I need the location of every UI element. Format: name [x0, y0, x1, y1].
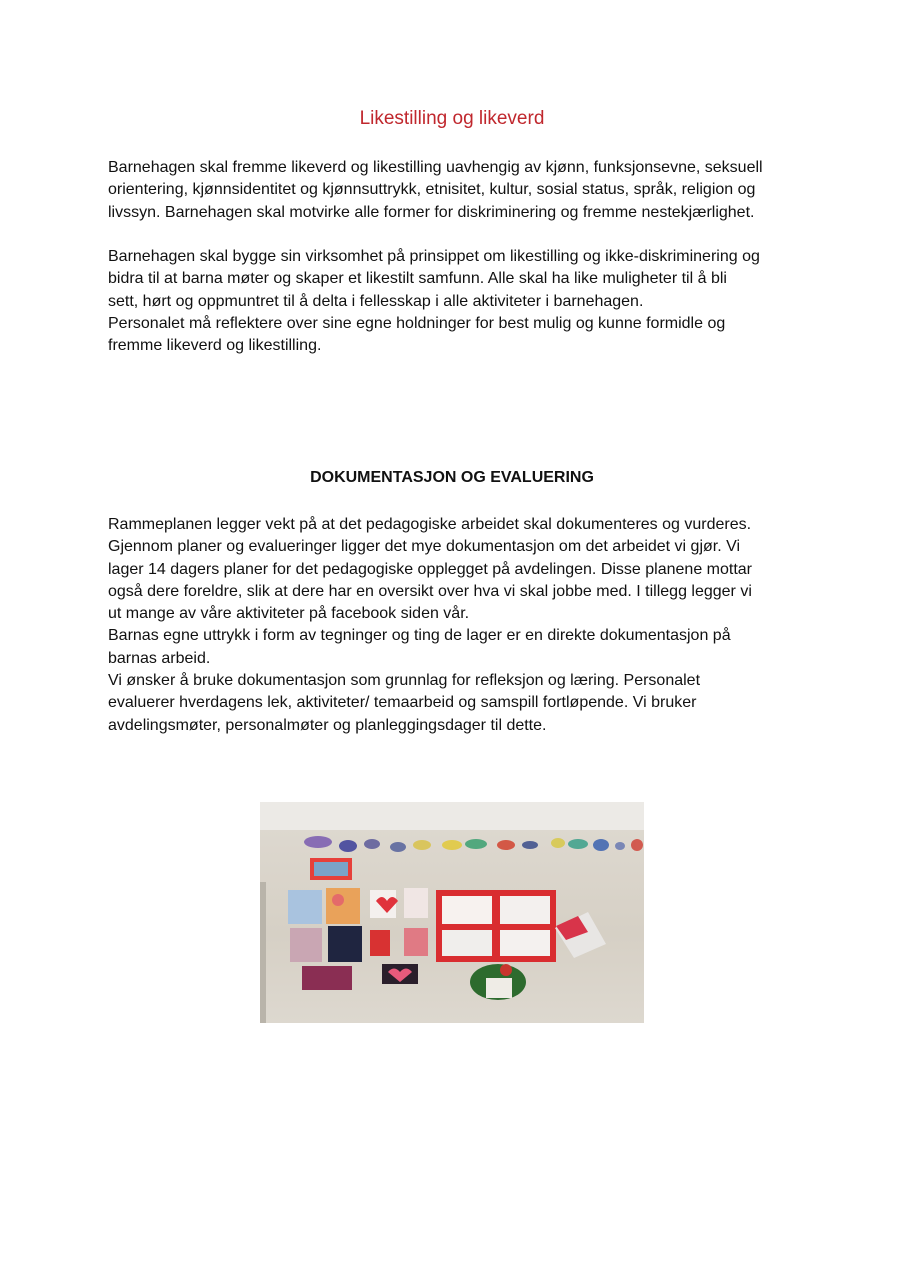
text-line: orientering, kjønnsidentitet og kjønnsuttrykk, etnisitet, kultur, sosial status, språk, religion og: [108, 181, 756, 199]
text-line: Rammeplanen legger vekt på at det pedagogiske arbeidet skal dokumenteres og vurderes.: [108, 516, 752, 533]
section-title-dokumentasjon: DOKUMENTASJON OG EVALUERING: [310, 469, 594, 486]
text-line: fremme likeverd og likestilling.: [108, 337, 322, 355]
paragraph-likeverd: [108, 157, 808, 224]
text-line: livssyn. Barnehagen skal motvirke alle former for diskriminering og fremme nestekjærlighet.: [108, 203, 755, 221]
text-line: Personalet må reflektere over sine egne holdninger for best mulig og kunne formidle og: [108, 314, 726, 332]
text-line: barnas arbeid.: [108, 649, 211, 667]
text-line: også dere foreldre, slik at dere har en oversikt over hva vi skal jobbe med. I tillegg legger vi: [108, 582, 752, 600]
paragraph-virksomhet: [108, 246, 808, 357]
section-title-likestilling: Likestilling og likeverd: [359, 108, 545, 129]
handprints: [304, 836, 643, 852]
paragraph-dokumentasjon: [108, 514, 808, 737]
text-line: ut mange av våre aktiviteter på facebook siden vår.: [108, 605, 470, 623]
text-line: Gjennom planer og evalueringer ligger det mye dokumentasjon om det arbeidet vi gjør. Vi: [108, 538, 741, 556]
text-line: Barnehagen skal fremme likeverd og likestilling uavhengig av kjønn, funksjonsevne, seksuell: [108, 159, 763, 176]
text-line: Vi ønsker å bruke dokumentasjon som grunnlag for refleksjon og læring. Personalet: [108, 672, 701, 690]
artwork-wall-photo: [260, 802, 644, 1023]
text-line: Barnas egne uttrykk i form av tegninger og ting de lager er en direkte dokumentasjon på: [108, 627, 731, 645]
text-line: bidra til at barna møter og skaper et likestilt samfunn. Alle skal ha like muligheter til å bli: [108, 270, 727, 288]
text-line: lager 14 dagers planer for det pedagogiske opplegget på avdelingen. Disse planene mottar: [108, 560, 752, 578]
text-line: evaluerer hverdagens lek, aktiviteter/ temaarbeid og samspill fortløpende. Vi bruker: [108, 694, 697, 712]
text-line: avdelingsmøter, personalmøter og planleggingsdager til dette.: [108, 716, 547, 734]
text-line: Barnehagen skal bygge sin virksomhet på prinsippet om likestilling og ikke-diskriminering og: [108, 248, 760, 265]
artwork-illustration: [260, 802, 644, 1023]
text-line: sett, hørt og oppmuntret til å delta i fellesskap i alle aktiviteter i barnehagen.: [108, 292, 644, 310]
